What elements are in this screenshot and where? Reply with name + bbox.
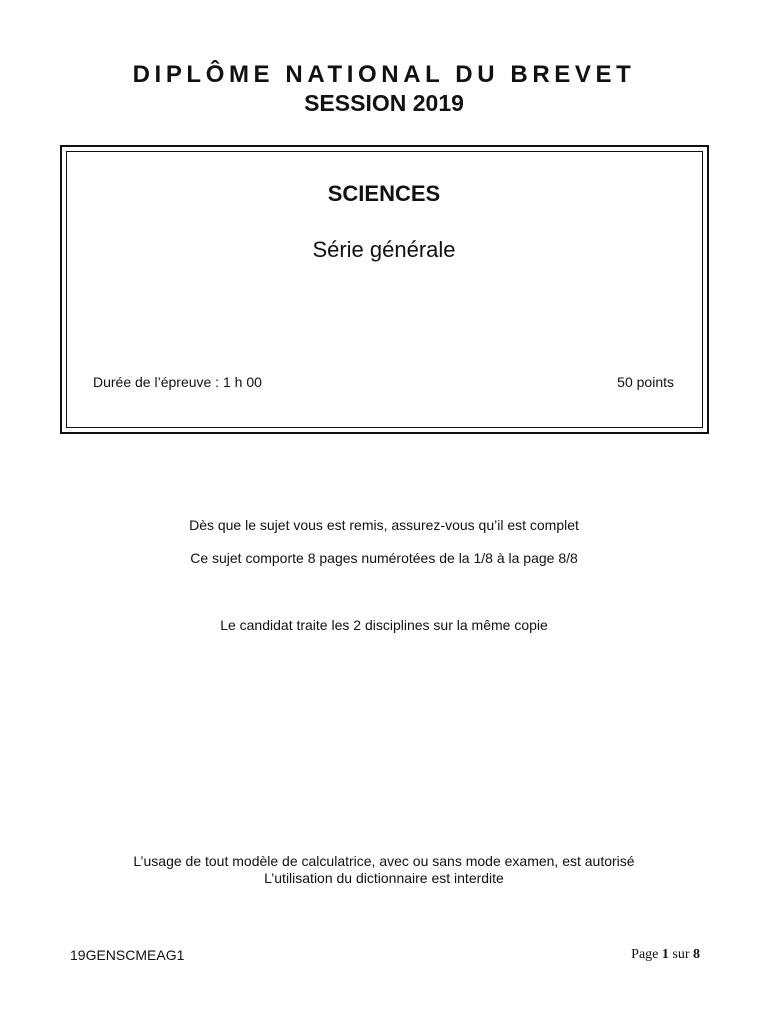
session-title: SESSION 2019	[304, 90, 464, 116]
disciplines-notice: Le candidat traite les 2 disciplines sur la même copie	[220, 617, 548, 633]
document-code: 19GENSCMEAG1	[70, 947, 185, 963]
exam-points: 50 points	[617, 374, 674, 390]
page-number	[631, 946, 700, 964]
page-total: 8	[693, 947, 700, 962]
page-separator: sur	[672, 947, 690, 962]
dictionary-notice: L’utilisation du dictionnaire est interdite	[264, 870, 504, 886]
subject-title: SCIENCES	[327, 181, 441, 206]
series-label: Série générale	[312, 237, 456, 262]
page-count-notice: Ce sujet comporte 8 pages numérotées de la 1/8 à la page 8/8	[190, 550, 578, 566]
exam-duration: Durée de l’épreuve : 1 h 00	[93, 374, 262, 390]
page-label: Page	[631, 947, 659, 962]
page-current: 1	[661, 947, 669, 962]
calculator-notice: L’usage de tout modèle de calculatrice, avec ou sans mode examen, est autorisé	[133, 853, 635, 869]
completeness-notice: Dès que le sujet vous est remis, assurez-vous qu’il est complet	[189, 517, 579, 533]
document-title: DIPLÔME NATIONAL DU BREVET	[132, 61, 636, 88]
